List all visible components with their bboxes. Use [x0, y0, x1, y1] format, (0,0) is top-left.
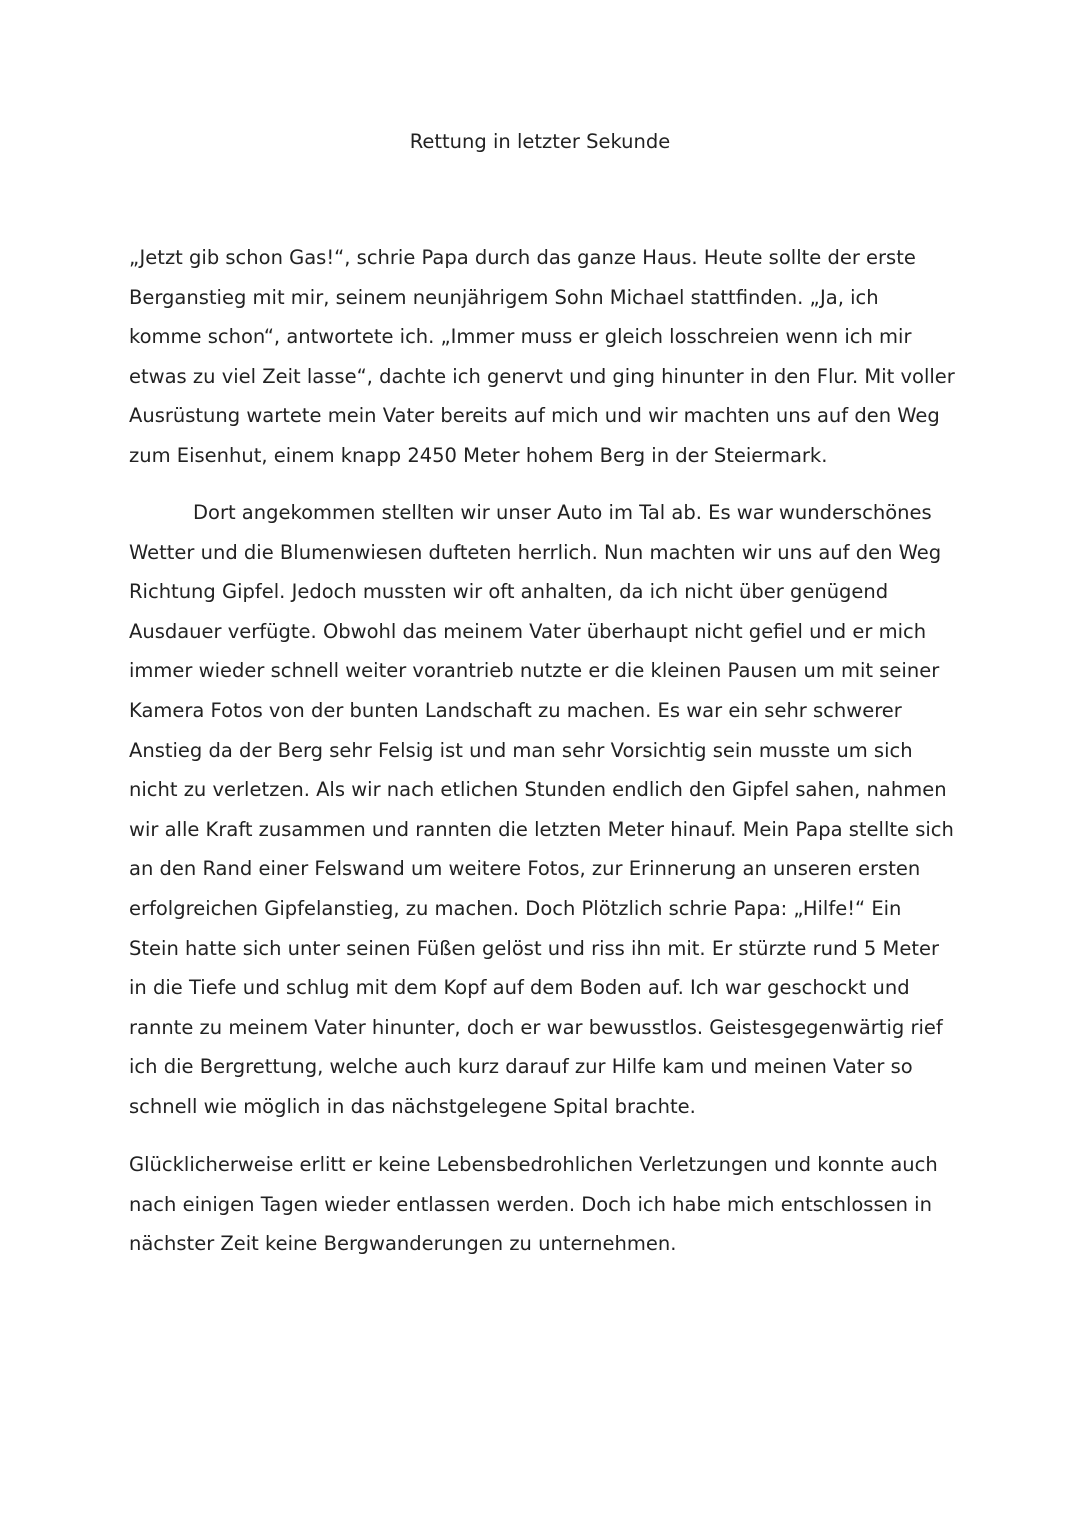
paragraph-1: „Jetzt gib schon Gas!“, schrie Papa durch das ganze Haus. Heute sollte der erste Berganstieg mit mir, seinem neunjährigem Sohn Michael stattfinden. „Ja, ich komme schon“, antwortete ich. „Immer muss er gleich losschreien wenn ich mir etwas zu viel Zeit lasse“, dachte ich genervt und ging hinunter in den Flur. Mit voller Ausrüstung wartete mein Vater bereits auf mich und wir machten uns auf den Weg zum Eisenhut, einem knapp 2450 Meter hohem Berg in der Steiermark.	[129, 246, 955, 467]
paragraph-2: Dort angekommen stellten wir unser Auto im Tal ab. Es war wunderschönes Wetter und die Blumenwiesen dufteten herrlich. Nun machten wir uns auf den Weg Richtung Gipfel. Jedoch mussten wir oft anhalten, da ich nicht über genügend Ausdauer verfügte. Obwohl das meinem Vater überhaupt nicht gefiel und er mich immer wieder schnell weiter vorantrieb nutzte er die kleinen Pausen um mit seiner Kamera Fotos von der bunten Landschaft zu machen. Es war ein sehr schwerer Anstieg da der Berg sehr Felsig ist und man sehr Vorsichtig sein musste um sich nicht zu verletzen. Als wir nach etlichen Stunden endlich den Gipfel sahen, nahmen wir alle Kraft zusammen und rannten die letzten Meter hinauf. Mein Papa stellte sich an den Rand einer Felswand um weitere Fotos, zur Erinnerung an unseren ersten erfolgreichen Gipfelanstieg, zu machen. Doch Plötzlich schrie Papa: „Hilfe!“ Ein Stein hatte sich unter seinen Füßen gelöst und riss ihn mit. Er stürzte rund 5 Meter in die Tiefe und schlug mit dem Kopf auf dem Boden auf. Ich war geschockt und rannte zu meinem Vater hinunter, doch er war bewusstlos. Geistesgegenwärtig rief ich die Bergrettung, welche auch kurz darauf zur Hilfe kam und meinen Vater so schnell wie möglich in das nächstgelegene Spital brachte.	[129, 501, 954, 1118]
document-title: Rettung in letzter Sekunde	[409, 130, 671, 153]
paragraph-3: Glücklicherweise erlitt er keine Lebensbedrohlichen Verletzungen und konnte auch nach einigen Tagen wieder entlassen werden. Doch ich habe mich entschlossen in nächster Zeit keine Bergwanderungen zu unternehmen.	[129, 1153, 938, 1256]
